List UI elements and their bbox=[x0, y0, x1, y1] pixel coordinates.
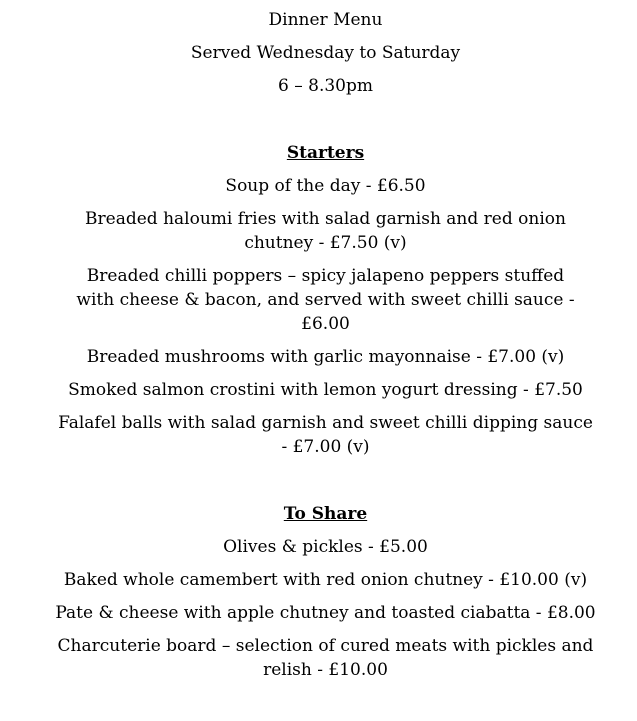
section-title-starters: Starters bbox=[286, 143, 365, 163]
menu-time: 6 – 8.30pm bbox=[278, 76, 373, 96]
section-gap bbox=[0, 468, 637, 502]
dinner-menu bbox=[0, 8, 637, 691]
menu-item: Smoked salmon crostini with lemon yogurt dressing - £7.50 bbox=[68, 380, 583, 400]
menu-item: Breaded mushrooms with garlic mayonnaise - £7.00 (v) bbox=[86, 347, 565, 367]
menu-days: Served Wednesday to Saturday bbox=[190, 43, 461, 63]
menu-item: Olives & pickles - £5.00 bbox=[223, 537, 428, 557]
menu-item: Breaded chilli poppers – spicy jalapeno peppers stuffed with cheese & bacon, and served with sweet chilli sauce - £6.00 bbox=[76, 266, 575, 334]
menu-title: Dinner Menu bbox=[268, 10, 383, 30]
section-title-to-share: To Share bbox=[283, 504, 368, 524]
menu-item: Breaded haloumi fries with salad garnish and red onion chutney - £7.50 (v) bbox=[85, 209, 566, 253]
menu-item: Baked whole camembert with red onion chutney - £10.00 (v) bbox=[63, 570, 588, 590]
menu-item: Falafel balls with salad garnish and sweet chilli dipping sauce - £7.00 (v) bbox=[58, 413, 593, 457]
menu-item: Soup of the day - £6.50 bbox=[225, 176, 426, 196]
menu-item: Charcuterie board – selection of cured meats with pickles and relish - £10.00 bbox=[57, 636, 594, 680]
menu-item: Pate & cheese with apple chutney and toasted ciabatta - £8.00 bbox=[55, 603, 596, 623]
